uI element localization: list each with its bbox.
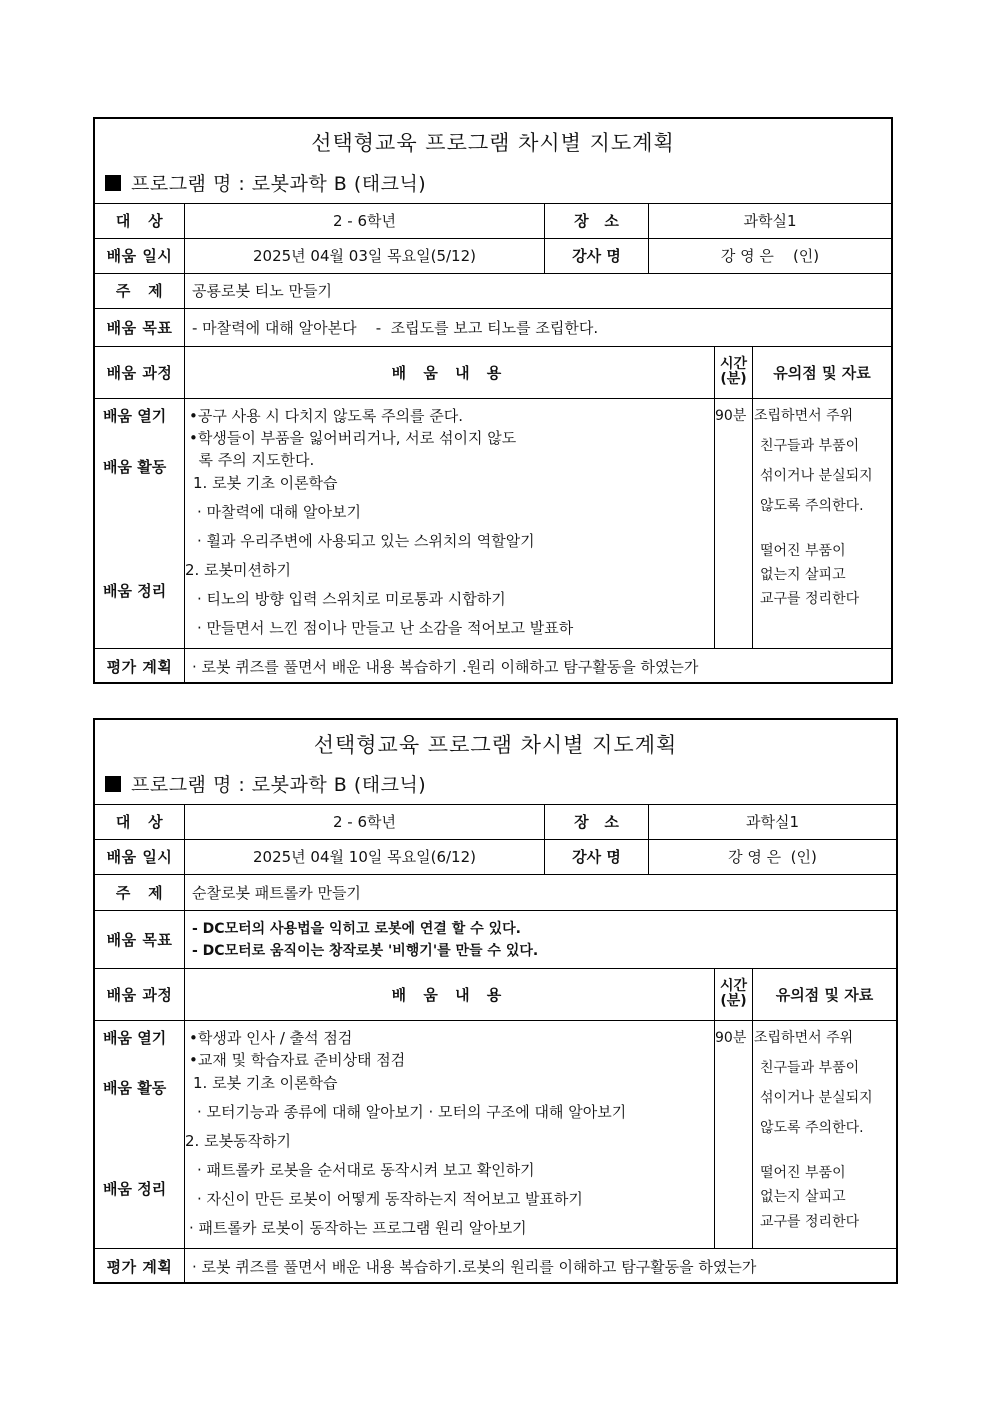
content-line: · 휠과 우리주변에 사용되고 있는 스위치의 역할알기 xyxy=(197,532,535,550)
content-line: · 자신이 만든 로봇이 어떻게 동작하는지 적어보고 발표하기 xyxy=(197,1190,583,1208)
notes-line: 떨어진 부품이 xyxy=(760,543,846,559)
place-value: 과학실1 xyxy=(743,212,797,230)
time-value: 90분 xyxy=(715,1030,747,1046)
notes-label: 유의점 및 자료 xyxy=(773,363,871,382)
goal-row xyxy=(95,910,896,969)
topic-label: 주 제 xyxy=(115,282,164,300)
content-line: •공구 사용 시 다치지 않도록 주의를 준다. xyxy=(189,407,464,425)
phase-open: 배움 열기 xyxy=(103,407,167,425)
notes-line: 섞이거나 분실되지 xyxy=(760,1090,873,1106)
content-label: 배 움 내 용 xyxy=(391,363,508,382)
date-row xyxy=(95,839,896,875)
content-line: 1. 로봇 기초 이론학습 xyxy=(193,474,338,492)
process-label: 배움 과정 xyxy=(106,363,173,382)
instructor-value: 강 영 은 (인) xyxy=(720,247,820,265)
evaluation-row xyxy=(95,1248,896,1284)
target-value: 2 - 6학년 xyxy=(332,813,397,831)
phase-open: 배움 열기 xyxy=(103,1029,167,1047)
time-value: 90분 xyxy=(715,408,747,424)
plan-title: 선택형교육 프로그램 차시별 지도계획 xyxy=(313,733,678,757)
topic-label: 주 제 xyxy=(115,883,164,902)
time-label: 시간 (분) xyxy=(719,978,748,1009)
plan-header xyxy=(95,119,891,204)
content-line: · 만들면서 느낀 점이나 만들고 난 소감을 적어보고 발표하 xyxy=(197,619,574,637)
notes-line: 않도록 주의한다. xyxy=(760,498,864,514)
notes-line: 없는지 살피고 xyxy=(760,1189,846,1205)
notes-label: 유의점 및 자료 xyxy=(775,985,874,1004)
notes-line: 조립하면서 주위 xyxy=(754,408,854,424)
content-label: 배 움 내 용 xyxy=(391,985,508,1004)
lesson-plan-2 xyxy=(93,718,898,1284)
content-line: · 마찰력에 대해 알아보기 xyxy=(197,503,361,521)
program-name: 프로그램 명 : 로봇과학 B (태크닉) xyxy=(105,770,426,797)
notes-line: 교구를 정리한다 xyxy=(760,591,860,607)
notes-line: 친구들과 부품이 xyxy=(760,438,860,454)
notes-line: 없는지 살피고 xyxy=(760,567,846,583)
goal-label: 배움 목표 xyxy=(106,930,173,949)
topic-row xyxy=(95,874,896,911)
target-row xyxy=(95,804,896,840)
date-value: 2025년 04월 10일 목요일(6/12) xyxy=(253,848,476,866)
evaluation-label: 평가 계획 xyxy=(106,1257,173,1276)
phase-close: 배움 정리 xyxy=(103,1180,167,1198)
goal-line: - DC모터로 움직이는 창작로봇 '비행기'를 만들 수 있다. xyxy=(192,943,539,959)
process-header-row xyxy=(95,346,891,399)
notes-line: 친구들과 부품이 xyxy=(760,1060,860,1076)
process-header-row xyxy=(95,968,896,1021)
plan-header xyxy=(95,720,896,805)
notes-line: 조립하면서 주위 xyxy=(754,1030,854,1046)
topic-value: 순찰로봇 패트롤카 만들기 xyxy=(192,883,361,902)
content-line: 1. 로봇 기초 이론학습 xyxy=(193,1074,338,1092)
instructor-label: 강사 명 xyxy=(572,247,621,265)
place-label: 장 소 xyxy=(574,212,619,230)
goal-label: 배움 목표 xyxy=(106,318,173,337)
date-label: 배움 일시 xyxy=(106,247,173,265)
place-value: 과학실1 xyxy=(745,813,799,831)
evaluation-label: 평가 계획 xyxy=(106,657,173,676)
content-row xyxy=(95,1020,896,1249)
target-label: 대 상 xyxy=(115,813,164,831)
notes-line: 교구를 정리한다 xyxy=(760,1214,860,1230)
topic-row xyxy=(95,273,891,309)
notes-line: 떨어진 부품이 xyxy=(760,1165,846,1181)
notes-line: 섞이거나 분실되지 xyxy=(760,468,873,484)
instructor-label: 강사 명 xyxy=(572,848,621,866)
content-line: 2. 로봇미션하기 xyxy=(185,561,292,579)
content-line: •교재 및 학습자료 준비상태 점검 xyxy=(189,1051,406,1069)
program-name: 프로그램 명 : 로봇과학 B (태크닉) xyxy=(105,169,426,196)
phase-activity: 배움 활동 xyxy=(103,1079,167,1097)
content-line: · 패트롤카 로봇을 순서대로 동작시켜 보고 확인하기 xyxy=(197,1161,535,1179)
content-line: · 모터기능과 종류에 대해 알아보기 · 모터의 구조에 대해 알아보기 xyxy=(197,1103,627,1121)
square-bullet-icon xyxy=(105,175,121,191)
phase-close: 배움 정리 xyxy=(103,582,167,600)
content-line: · 티노의 방향 입력 스위치로 미로통과 시합하기 xyxy=(197,590,506,608)
date-value: 2025년 04월 03일 목요일(5/12) xyxy=(253,247,476,265)
target-row xyxy=(95,203,891,239)
content-row xyxy=(95,398,891,649)
topic-value: 공룡로봇 티노 만들기 xyxy=(192,282,332,300)
goal-row xyxy=(95,308,891,347)
time-label: 시간 (분) xyxy=(719,356,748,387)
evaluation-row xyxy=(95,648,891,684)
content-line: •학생과 인사 / 출석 점검 xyxy=(189,1029,353,1047)
goal-value: - 마찰력에 대해 알아본다 - 조립도를 보고 티노를 조립한다. xyxy=(192,318,599,337)
content-line: 록 주의 지도한다. xyxy=(189,451,315,469)
content-line: •학생들이 부품을 잃어버리거나, 서로 섞이지 않도 xyxy=(189,429,517,447)
square-bullet-icon xyxy=(105,776,121,792)
date-row xyxy=(95,238,891,274)
notes-line: 않도록 주의한다. xyxy=(760,1120,864,1136)
target-value: 2 - 6학년 xyxy=(332,212,397,230)
instructor-value: 강 영 은 (인) xyxy=(728,848,817,866)
content-line: 2. 로봇동작하기 xyxy=(185,1132,292,1150)
evaluation-value: · 로봇 퀴즈를 풀면서 배운 내용 복습하기 .원리 이해하고 탐구활동을 하였는가 xyxy=(192,657,699,676)
process-label: 배움 과정 xyxy=(106,985,173,1004)
lesson-plan-1 xyxy=(93,117,893,684)
phase-activity: 배움 활동 xyxy=(103,458,167,476)
goal-line: - DC모터의 사용법을 익히고 로봇에 연결 할 수 있다. xyxy=(192,921,521,937)
place-label: 장 소 xyxy=(574,813,619,831)
date-label: 배움 일시 xyxy=(106,848,173,866)
content-line: · 패트롤카 로봇이 동작하는 프로그램 원리 알아보기 xyxy=(189,1219,527,1237)
plan-title: 선택형교육 프로그램 차시별 지도계획 xyxy=(311,131,675,155)
evaluation-value: · 로봇 퀴즈를 풀면서 배운 내용 복습하기.로봇의 원리를 이해하고 탐구활동을 하였는가 xyxy=(192,1257,757,1276)
target-label: 대 상 xyxy=(115,212,164,230)
